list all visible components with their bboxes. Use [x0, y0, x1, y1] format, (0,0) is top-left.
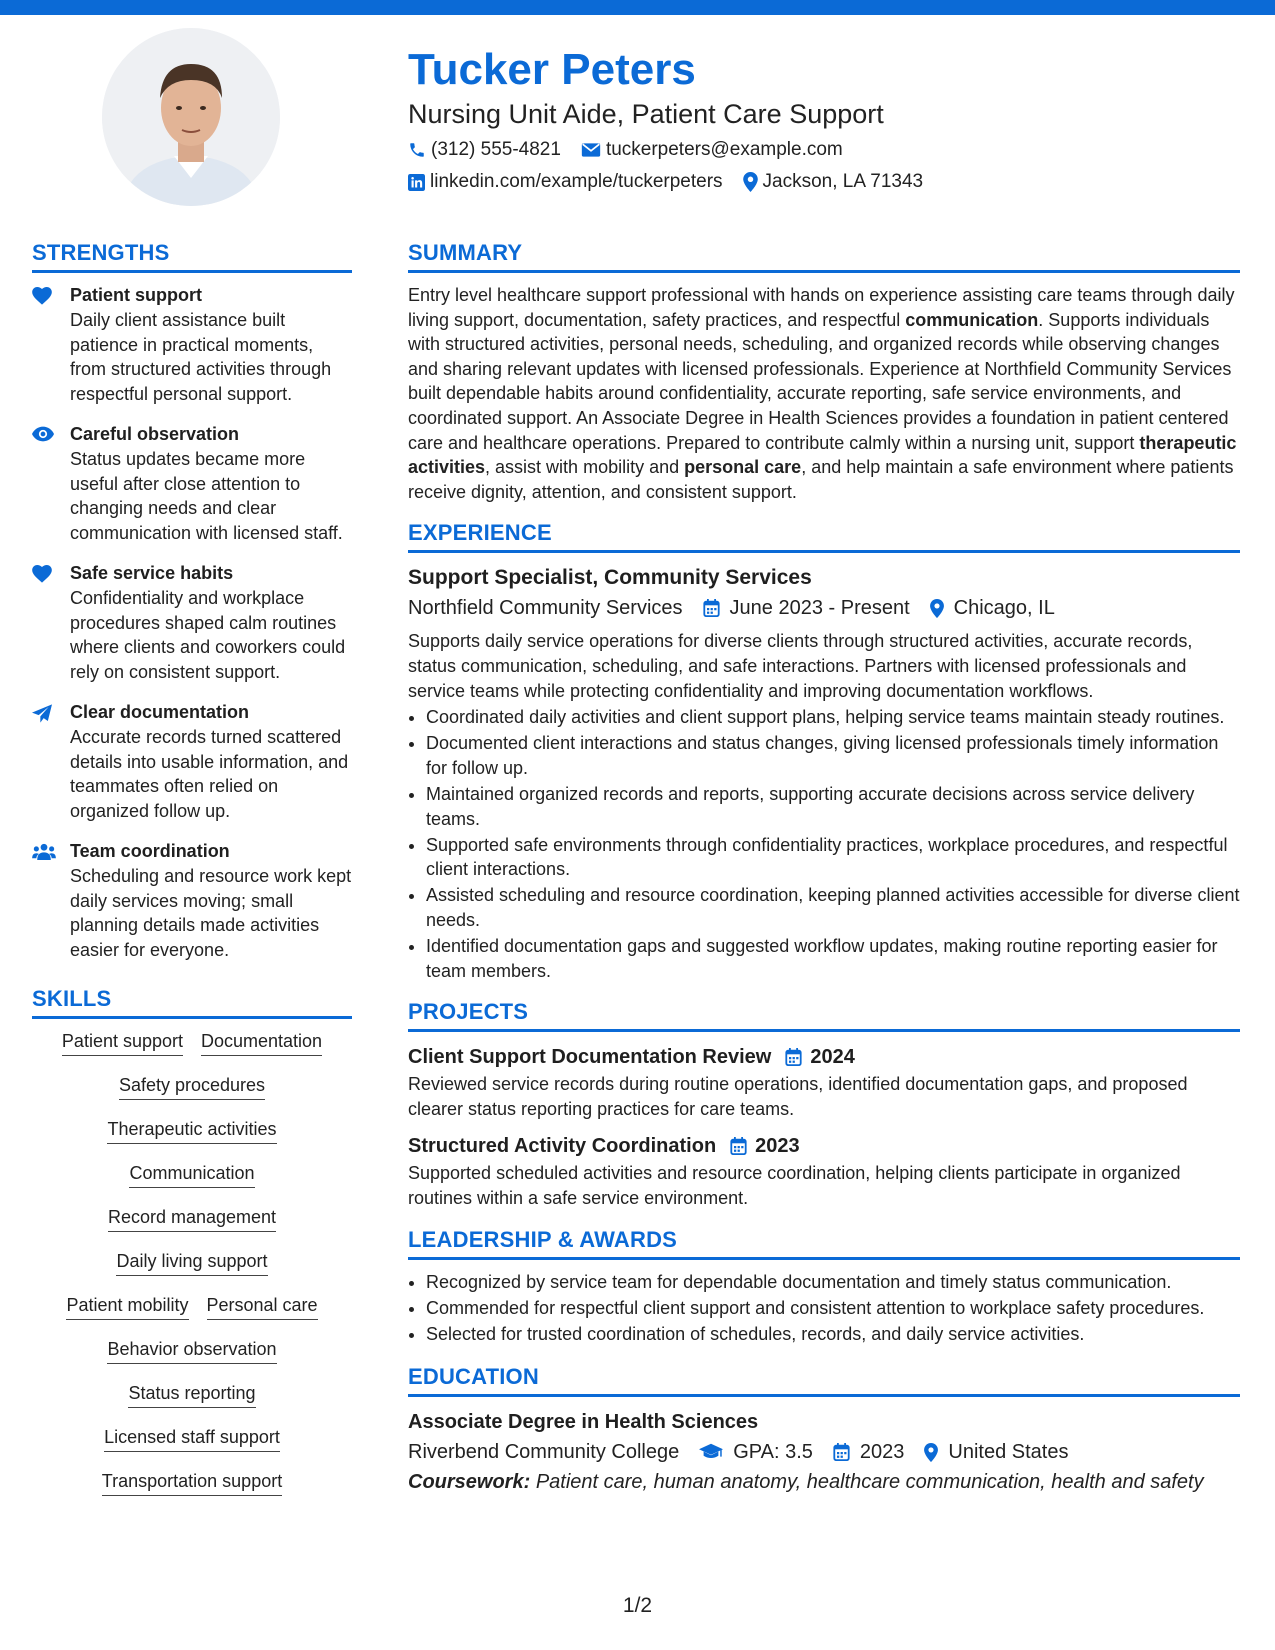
leadership-bullets [408, 1270, 1240, 1347]
skill-tag: Patient mobility [66, 1293, 188, 1320]
summary-fragment: Entry level healthcare support professional with hands on experience assisting care teams through daily living support, documentation, safety practices, and respectful [408, 285, 1235, 330]
strength-item [32, 700, 352, 823]
job-location-text: Chicago, IL [953, 597, 1055, 620]
strength-description: Status updates became more useful after close attention to changing needs and clear communication with licensed staff. [70, 449, 343, 543]
skill-tag: Daily living support [116, 1249, 267, 1276]
skill-row [32, 1073, 352, 1100]
contact-row-2 [408, 168, 1238, 196]
gpa-text: GPA: 3.5 [733, 1441, 813, 1464]
skill-tag: Licensed staff support [104, 1425, 280, 1452]
education-location [924, 1437, 1068, 1467]
leadership-bullet: • Selected for trusted coordination of schedules, records, and daily service activities. [426, 1322, 1240, 1347]
skill-row [32, 1293, 352, 1320]
education-heading: EDUCATION [408, 1362, 1240, 1397]
skill-tag: Documentation [201, 1029, 322, 1056]
calendar-icon [703, 599, 720, 617]
skill-row [32, 1425, 352, 1452]
experience-bullets [408, 705, 1240, 983]
calendar-icon [730, 1137, 747, 1155]
strength-item [32, 561, 352, 684]
coursework-label: Coursework: [408, 1471, 531, 1494]
projects-heading: PROJECTS [408, 997, 1240, 1032]
contact-row-1 [408, 136, 1238, 164]
strength-text [70, 839, 352, 962]
top-accent-bar [0, 0, 1275, 15]
strength-title: Safe service habits [70, 563, 234, 583]
strength-title: Team coordination [70, 841, 230, 861]
education-year-text: 2023 [859, 1441, 905, 1464]
project-description: Supported scheduled activities and resource coordination, helping clients participate in organized routines within a safe service environment. [408, 1163, 1181, 1208]
map-pin-icon [924, 1443, 938, 1462]
location-contact [743, 168, 924, 196]
candidate-name: Tucker Peters [408, 45, 696, 94]
strength-description: Daily client assistance built patience in practical moments, from structured activities through respectful personal support. [70, 310, 332, 404]
strength-item [32, 839, 352, 962]
project-item [408, 1131, 1240, 1210]
summary-fragment: . Supports individuals with structured activities, personal needs, scheduling, and organized records while observing changes and sharing relevant updates with licensed professionals. Experience at Northfield Community Services built dependable habits around confidentiality, accurate reporting, safe service environments, and coordinated support. An Associate Degree in Health Sciences provides a foundation in patient centered care and healthcare operations. Prepared to contribute calmly within a nursing unit, support [408, 309, 1232, 453]
projects-list [408, 1042, 1240, 1210]
company-name [408, 593, 683, 623]
skill-tag: Behavior observation [107, 1337, 276, 1364]
strength-title: Careful observation [70, 424, 240, 444]
strength-text [70, 561, 352, 684]
summary-fragment: , assist with mobility and [485, 457, 685, 478]
project-title-row [408, 1131, 1240, 1161]
skill-row [32, 1469, 352, 1496]
calendar-icon [833, 1443, 850, 1461]
experience-bullet: • Documented client interactions and status changes, giving licensed professionals timely information for follow up. [426, 731, 1240, 780]
heart-icon [32, 561, 70, 684]
skill-tag: Safety procedures [119, 1073, 265, 1100]
strength-title: Patient support [70, 285, 203, 305]
left-column [32, 238, 352, 1513]
skill-row [32, 1117, 352, 1144]
job-description: Supports daily service operations for diverse clients through structured activities, accurate records, status communication, scheduling, and safe interactions. Partners with licensed professionals and service teams while protecting confidentiality and improving documentation workflows. [408, 631, 1193, 701]
gpa [699, 1437, 813, 1467]
users-icon [32, 839, 70, 962]
school-name [408, 1437, 679, 1467]
experience-bullet: • Maintained organized records and reports, supporting accurate decisions across service delivery teams. [426, 782, 1240, 831]
profile-photo [102, 28, 280, 206]
skill-tag: Transportation support [102, 1469, 282, 1496]
experience-bullet: • Coordinated daily activities and client support plans, helping service teams maintain steady routines. [426, 705, 1240, 730]
education-meta [408, 1437, 1240, 1467]
coursework [408, 1467, 1240, 1497]
eye-icon [32, 422, 70, 545]
experience-bullet: • Supported safe environments through confidentiality practices, workplace procedures, and respectful client interactions. [426, 833, 1240, 882]
summary-fragment: , and help maintain a safe environment where patients receive dignity, attention, and consistent support. [408, 457, 1234, 502]
strength-title: Clear documentation [70, 702, 250, 722]
project-item [408, 1042, 1240, 1121]
experience-bullet: • Assisted scheduling and resource coordination, keeping planned activities accessible for diverse client needs. [426, 883, 1240, 932]
skill-row [32, 1249, 352, 1276]
skill-row [32, 1029, 352, 1056]
email-text[interactable]: tuckerpeters@example.com [605, 139, 843, 160]
linkedin-text[interactable]: linkedin.com/example/tuckerpeters [430, 171, 723, 192]
strength-text [70, 422, 352, 545]
project-description: Reviewed service records during routine operations, identified documentation gaps, and proposed clearer status reporting practices for care teams. [408, 1074, 1188, 1119]
project-title: Client Support Documentation Review [408, 1046, 772, 1069]
leadership-heading: LEADERSHIP & AWARDS [408, 1225, 1240, 1260]
job-title: Support Specialist, Community Services [408, 566, 812, 590]
map-pin-icon [743, 172, 758, 192]
education-location-text: United States [948, 1441, 1069, 1464]
phone-text[interactable]: (312) 555-4821 [431, 139, 561, 160]
job-location [930, 593, 1055, 623]
summary-keyword: personal care [684, 457, 802, 478]
strength-description: Scheduling and resource work kept daily services moving; small planning details made activities easier for everyone. [70, 866, 352, 960]
degree-title: Associate Degree in Health Sciences [408, 1411, 759, 1434]
leadership-bullet: • Recognized by service team for dependable documentation and timely status communication. [426, 1270, 1240, 1295]
skill-tag: Record management [108, 1205, 276, 1232]
calendar-icon [785, 1048, 802, 1066]
skill-row [32, 1337, 352, 1364]
company-text: Northfield Community Services [408, 597, 683, 620]
map-pin-icon [930, 599, 944, 618]
strengths-heading: STRENGTHS [32, 238, 352, 273]
skills-heading: SKILLS [32, 984, 352, 1019]
project-title: Structured Activity Coordination [408, 1135, 717, 1158]
page-number: 1/2 [622, 1594, 653, 1617]
coursework-text: Patient care, human anatomy, healthcare communication, health and safety [535, 1471, 1204, 1494]
skill-row [32, 1161, 352, 1188]
linkedin-contact [408, 168, 723, 196]
leadership-bullet: • Commended for respectful client support and consistent attention to workplace safety procedures. [426, 1296, 1240, 1321]
school-text: Riverbend Community College [408, 1441, 680, 1464]
skill-tag: Therapeutic activities [107, 1117, 276, 1144]
experience-heading: EXPERIENCE [408, 518, 1240, 553]
phone-icon [408, 141, 426, 159]
strength-item [32, 283, 352, 406]
project-year: 2023 [755, 1135, 800, 1158]
skill-tag: Personal care [207, 1293, 318, 1320]
graduation-cap-icon [699, 1443, 723, 1461]
phone-contact [408, 136, 561, 164]
heart-icon [32, 283, 70, 406]
job-dates [703, 593, 910, 623]
summary-keyword: therapeutic activities [408, 432, 1237, 478]
strength-description: Accurate records turned scattered details into usable information, and teammates often relied on organized follow up. [70, 727, 349, 821]
job-meta [408, 593, 1240, 623]
location-text: Jackson, LA 71343 [762, 171, 924, 192]
strengths-list [32, 283, 352, 962]
candidate-role: Nursing Unit Aide, Patient Care Support [408, 99, 884, 129]
skill-tag: Communication [129, 1161, 254, 1188]
skill-tag: Patient support [62, 1029, 183, 1056]
education-year [833, 1437, 905, 1467]
paper-plane-icon [32, 700, 70, 823]
skill-row [32, 1205, 352, 1232]
strength-text [70, 700, 352, 823]
envelope-icon [581, 142, 601, 158]
skill-tag: Status reporting [128, 1381, 255, 1408]
strength-text [70, 283, 352, 406]
email-contact [581, 136, 843, 164]
project-year: 2024 [810, 1046, 855, 1069]
resume-header [408, 44, 1238, 196]
linkedin-icon [408, 174, 425, 191]
strength-item [32, 422, 352, 545]
summary-text [408, 283, 1240, 504]
right-column [408, 238, 1240, 1497]
experience-bullet: • Identified documentation gaps and suggested workflow updates, making routine reporting easier for team members. [426, 934, 1240, 983]
job-dates-text: June 2023 - Present [729, 597, 910, 620]
summary-heading: SUMMARY [408, 238, 1240, 273]
strength-description: Confidentiality and workplace procedures shaped calm routines where clients and coworkers could rely on consistent support. [70, 588, 346, 682]
project-title-row [408, 1042, 1240, 1072]
summary-keyword: communication [905, 309, 1039, 330]
skill-row [32, 1381, 352, 1408]
skills-list [32, 1029, 352, 1496]
